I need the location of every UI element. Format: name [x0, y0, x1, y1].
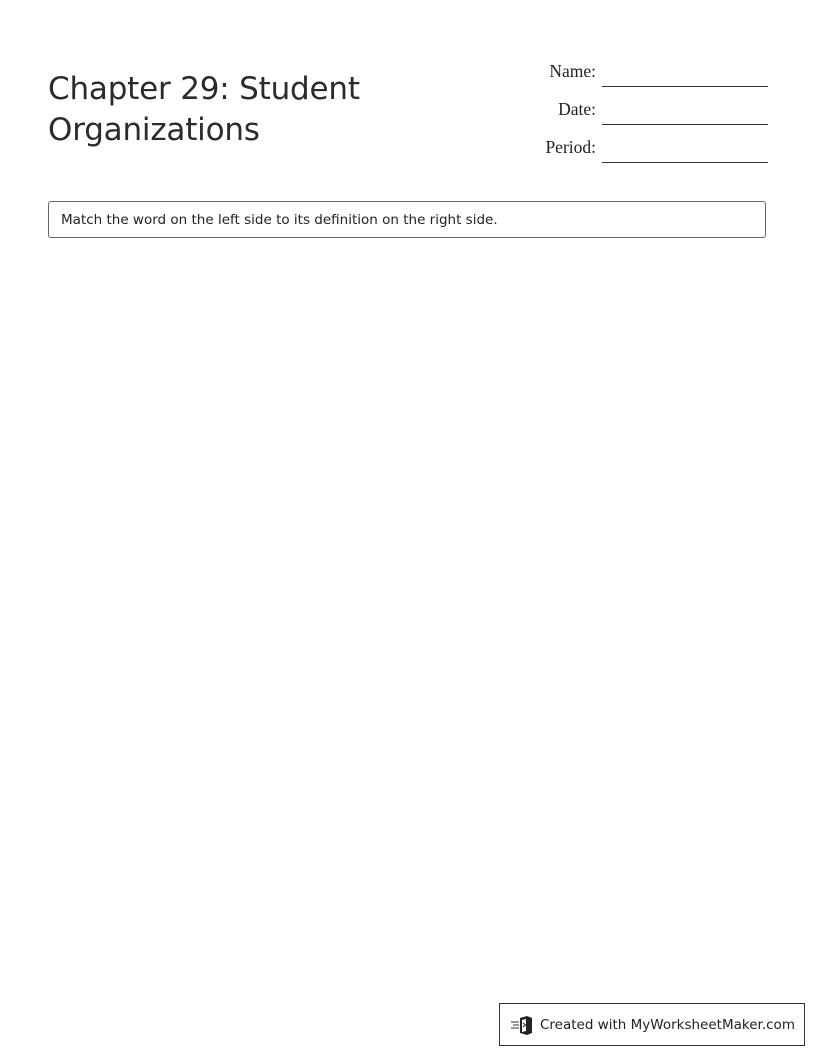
student-info-block	[545, 50, 768, 164]
instructions-text: Match the word on the left side to its definition on the right side.	[61, 211, 498, 228]
date-label: Date:	[558, 99, 596, 119]
name-row	[545, 50, 768, 88]
instructions-box	[48, 201, 766, 238]
credit-badge	[499, 1003, 805, 1046]
book-icon	[510, 1014, 534, 1036]
name-label: Name:	[549, 61, 596, 81]
period-label: Period:	[545, 137, 596, 157]
worksheet-title: Chapter 29: Student Organizations	[48, 70, 360, 148]
date-line	[602, 100, 768, 125]
name-line	[602, 62, 768, 87]
period-row	[545, 126, 768, 164]
period-line	[602, 138, 768, 163]
credit-text: Created with MyWorksheetMaker.com	[540, 1016, 795, 1033]
date-row	[545, 88, 768, 126]
